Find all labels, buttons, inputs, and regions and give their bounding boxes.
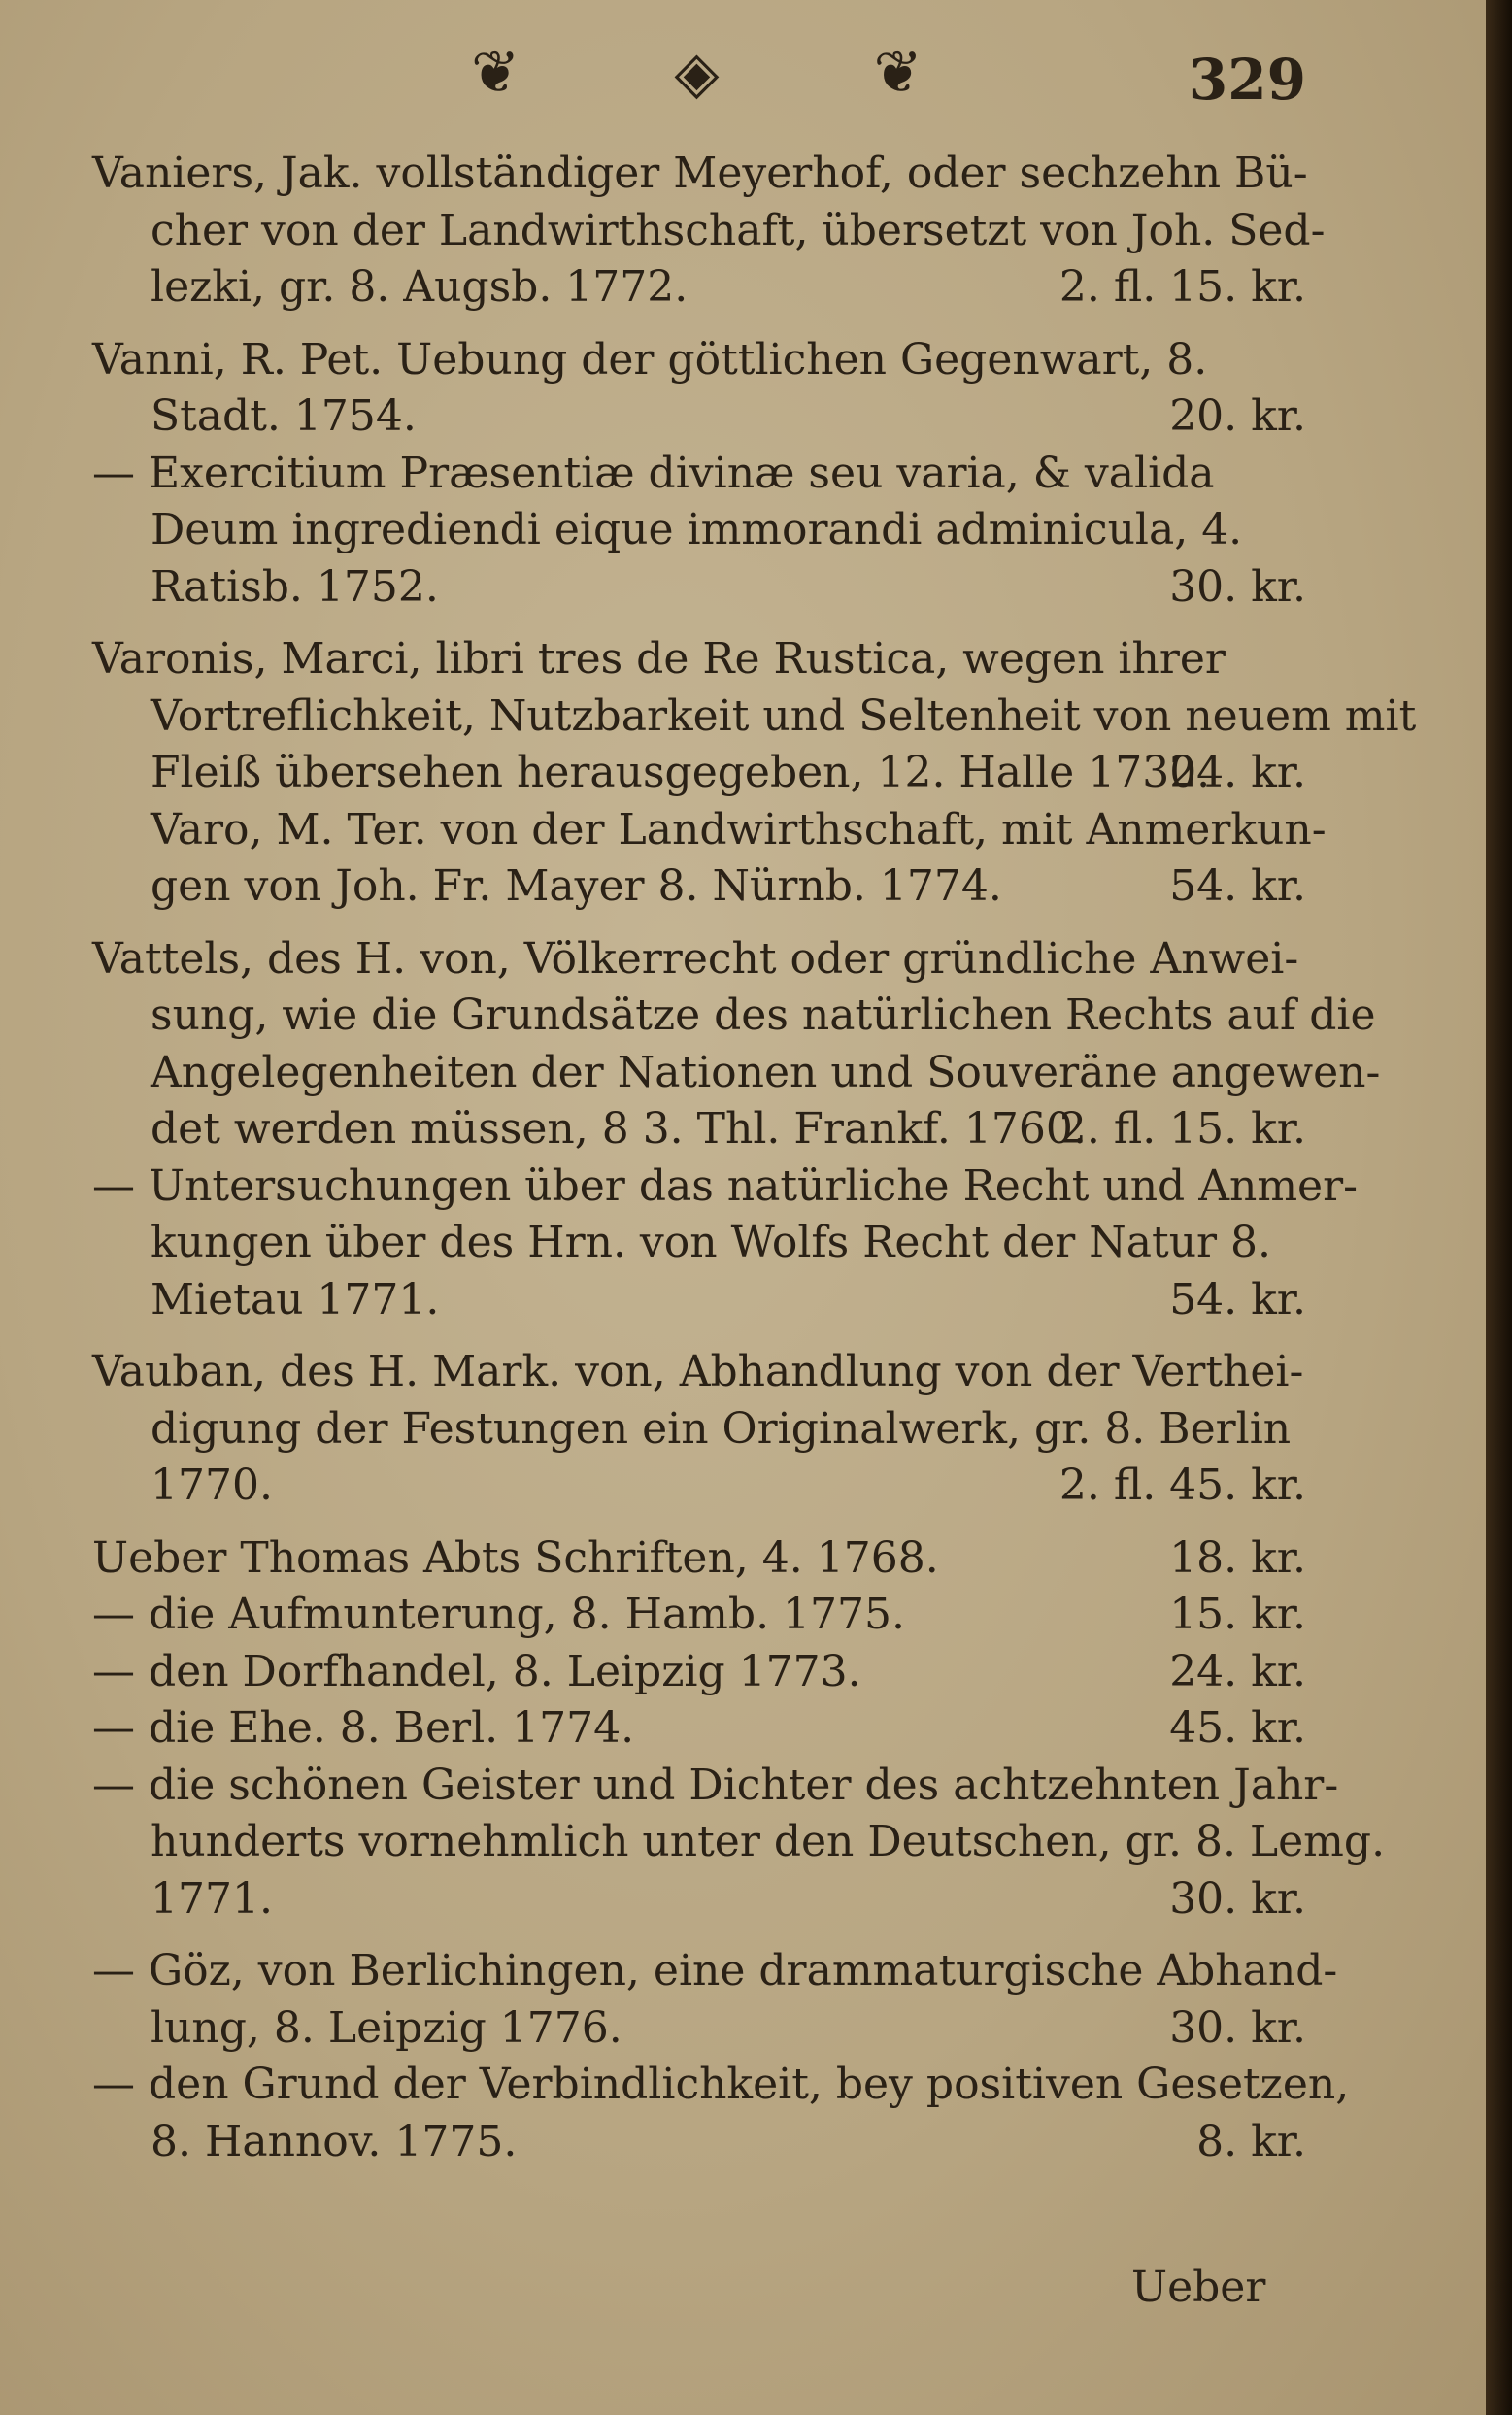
entry-line	[92, 1530, 1306, 1588]
entry-text: — die Ehe. 8. Berl. 1774.	[92, 1703, 635, 1753]
entry-line	[92, 259, 1306, 317]
entry-line	[92, 1758, 1339, 1815]
entry-price: 54. kr.	[1169, 861, 1306, 911]
entry-text: — die Aufmunterung, 8. Hamb. 1775.	[92, 1590, 906, 1639]
page-header	[92, 39, 1306, 117]
entry-line	[92, 1045, 1381, 1102]
entry-line	[92, 559, 1306, 617]
entry-price: 2. fl. 15. kr.	[1058, 1104, 1306, 1154]
entry-text: — die schönen Geister und Dichter des achtzehnten Jahr-	[92, 1760, 1339, 1810]
entry-line	[92, 2057, 1350, 2114]
entry-text: Angelegenheiten der Nationen und Souveräne angewen-	[151, 1047, 1381, 1097]
entry-text: — Göz, von Berlichingen, eine drammaturgische Abhand-	[92, 1946, 1338, 1996]
entry-text: 1771.	[151, 1873, 273, 1924]
entry-text: 8. Hannov. 1775.	[151, 2116, 518, 2166]
entry-line	[92, 1344, 1306, 1401]
entry-line	[92, 2114, 1306, 2171]
entry-line	[92, 1814, 1386, 1871]
entry-line	[92, 388, 1306, 446]
entry-text: Ratisb. 1752.	[151, 561, 439, 612]
entry-price: 18. kr.	[1169, 1532, 1306, 1583]
entry-text: sung, wie die Grundsätze des natürlichen Rechts auf die	[151, 990, 1376, 1040]
entry-price: 15. kr.	[1169, 1590, 1306, 1639]
entry-text: — Untersuchungen über das natürliche Recht und Anmer-	[92, 1160, 1358, 1211]
entry-price: 8. kr.	[1196, 2116, 1306, 2166]
catalog-entry	[92, 1344, 1306, 1515]
entry-line	[92, 1700, 1306, 1758]
entry-text: — den Grund der Verbindlichkeit, bey positiven Gesetzen,	[92, 2060, 1350, 2109]
entry-line	[92, 1458, 1306, 1515]
entry-line	[92, 988, 1376, 1045]
entry-line	[92, 931, 1306, 989]
entry-text: cher von der Landwirthschaft, übersetzt von Joh. Sed-	[151, 205, 1326, 255]
entry-line	[92, 2000, 1306, 2058]
entry-line	[92, 446, 1306, 503]
entry-price: 30. kr.	[1169, 2002, 1306, 2053]
entry-line	[92, 631, 1306, 688]
entry-text: Varonis, Marci, libri tres de Re Rustica, wegen ihrer	[92, 634, 1226, 684]
entry-line	[92, 858, 1306, 916]
entry-text: Vauban, des H. Mark. von, Abhandlung von der Verthei-	[92, 1347, 1304, 1396]
entry-text: — den Dorfhandel, 8. Leipzig 1773.	[92, 1646, 861, 1696]
entry-text: kungen über des Hrn. von Wolfs Recht der Natur 8.	[151, 1218, 1272, 1267]
catalog-entries	[92, 146, 1417, 2186]
entry-line	[92, 332, 1306, 389]
entry-line	[92, 1272, 1306, 1329]
entry-line	[92, 1401, 1306, 1459]
entry-line	[92, 802, 1327, 859]
book-edge	[1486, 0, 1512, 2415]
entry-text: 1770.	[151, 1460, 273, 1510]
entry-price: 24. kr.	[1169, 1646, 1306, 1696]
entry-price: 20. kr.	[1169, 391, 1306, 441]
entry-price: 2. fl. 45. kr.	[1058, 1460, 1306, 1510]
catalog-entry	[92, 1530, 1386, 1929]
entry-line	[92, 1158, 1358, 1216]
entry-price: 54. kr.	[1169, 1274, 1306, 1325]
entry-price: 30. kr.	[1169, 561, 1306, 612]
catalog-entry	[92, 146, 1326, 317]
page-number: 329	[1188, 47, 1306, 113]
entry-line	[92, 146, 1306, 203]
entry-line	[92, 1871, 1306, 1929]
entry-line	[92, 1587, 1306, 1644]
entry-line	[92, 1101, 1306, 1158]
entry-text: Varo, M. Ter. von der Landwirthschaft, mit Anmerkun-	[151, 804, 1327, 855]
entry-line	[92, 1943, 1338, 2000]
entry-line	[92, 203, 1326, 260]
catalog-entry	[92, 1943, 1350, 2170]
catalog-entry	[92, 332, 1306, 617]
entry-text: Ueber Thomas Abts Schriften, 4. 1768.	[92, 1532, 939, 1583]
entry-text: Fleiß übersehen herausgegeben, 12. Halle 1730.	[151, 748, 1211, 797]
catalog-entry	[92, 931, 1381, 1329]
catalog-entry	[92, 631, 1417, 916]
entry-text: lezki, gr. 8. Augsb. 1772.	[151, 262, 689, 312]
header-ornaments: ❦ ◈ ❦	[471, 39, 991, 107]
entry-text: gen von Joh. Fr. Mayer 8. Nürnb. 1774.	[151, 861, 1002, 911]
entry-text: Vaniers, Jak. vollständiger Meyerhof, oder sechzehn Bü-	[92, 149, 1308, 198]
entry-text: lung, 8. Leipzig 1776.	[151, 2002, 622, 2053]
entry-text: Vortreflichkeit, Nutzbarkeit und Seltenheit von neuem mit	[151, 690, 1417, 741]
entry-price: 24. kr.	[1169, 748, 1306, 797]
entry-line	[92, 1644, 1306, 1701]
entry-text: det werden müssen, 8 3. Thl. Frankf. 1760.	[151, 1104, 1087, 1154]
entry-line	[92, 1215, 1306, 1272]
entry-text: Stadt. 1754.	[151, 391, 417, 441]
entry-price: 30. kr.	[1169, 1873, 1306, 1924]
entry-text: — Exercitium Præsentiæ divinæ seu varia, & valida	[92, 448, 1215, 498]
entry-text: hunderts vornehmlich unter den Deutschen, gr. 8. Lemg.	[151, 1817, 1386, 1866]
entry-price: 45. kr.	[1169, 1703, 1306, 1753]
entry-line	[92, 688, 1417, 746]
entry-line	[92, 745, 1306, 802]
entry-text: Deum ingrediendi eique immorandi adminicula, 4.	[151, 505, 1243, 554]
entry-price: 2. fl. 15. kr.	[1058, 262, 1306, 312]
entry-line	[92, 502, 1306, 559]
entry-text: Vattels, des H. von, Völkerrecht oder gründliche Anwei-	[92, 933, 1299, 984]
entry-text: Mietau 1771.	[151, 1274, 440, 1325]
entry-text: Vanni, R. Pet. Uebung der göttlichen Gegenwart, 8.	[92, 334, 1208, 385]
catchword: Ueber	[1131, 2263, 1266, 2312]
entry-text: digung der Festungen ein Originalwerk, gr. 8. Berlin	[151, 1403, 1292, 1454]
